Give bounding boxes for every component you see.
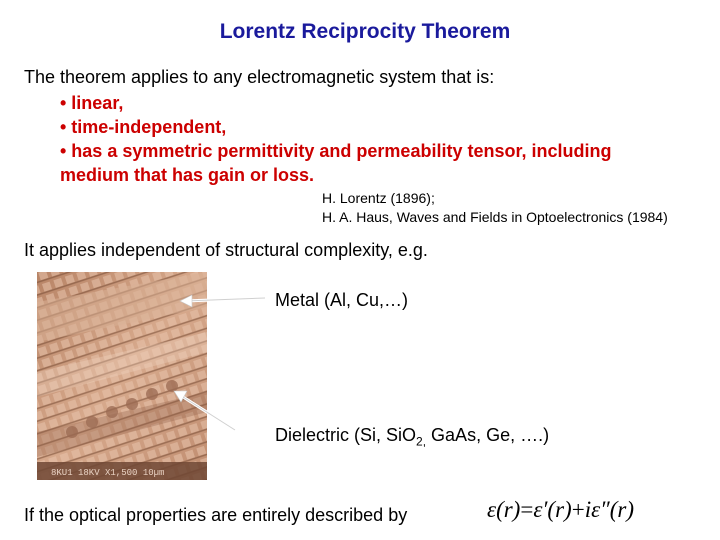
complexity-statement: It applies independent of structural complexity, e.g. [24, 240, 428, 260]
equation-lhs: ε(r) [487, 497, 521, 522]
dielectric-label-end: GaAs, Ge, ….) [426, 425, 550, 445]
dielectric-label [275, 425, 549, 449]
metal-arrow-icon [180, 295, 192, 307]
reference-lorentz: H. Lorentz (1896); [322, 190, 435, 206]
equation-plus: + [571, 497, 585, 522]
permittivity-equation [487, 497, 652, 533]
bullet-linear: • linear, [60, 93, 124, 113]
intro-text: The theorem applies to any electromagnetic system that is: [24, 67, 495, 87]
equation-real-part: ε′(r) [533, 497, 572, 522]
annotation-arrows [170, 280, 280, 440]
slide-title: Lorentz Reciprocity Theorem [219, 20, 511, 43]
optical-properties-text: If the optical properties are entirely described by [24, 505, 408, 525]
dielectric-label-start: Dielectric (Si, SiO [275, 425, 417, 445]
dielectric-label-subscript: 2, [416, 434, 427, 449]
photo-caption: 8KU1 18KV X1,500 10µm [51, 468, 165, 478]
reference-haus: H. A. Haus, Waves and Fields in Optoelectronics (1984) [322, 209, 668, 225]
bullet-time-independent: • time-independent, [60, 117, 227, 137]
metal-label: Metal (Al, Cu,…) [275, 290, 409, 310]
bullet-continuation: medium that has gain or loss. [60, 165, 315, 185]
equation-equals: = [520, 497, 534, 522]
equation-imaginary-part: iε″(r) [584, 497, 634, 522]
bullet-symmetric-tensor: • has a symmetric permittivity and permeability tensor, including [60, 141, 612, 161]
